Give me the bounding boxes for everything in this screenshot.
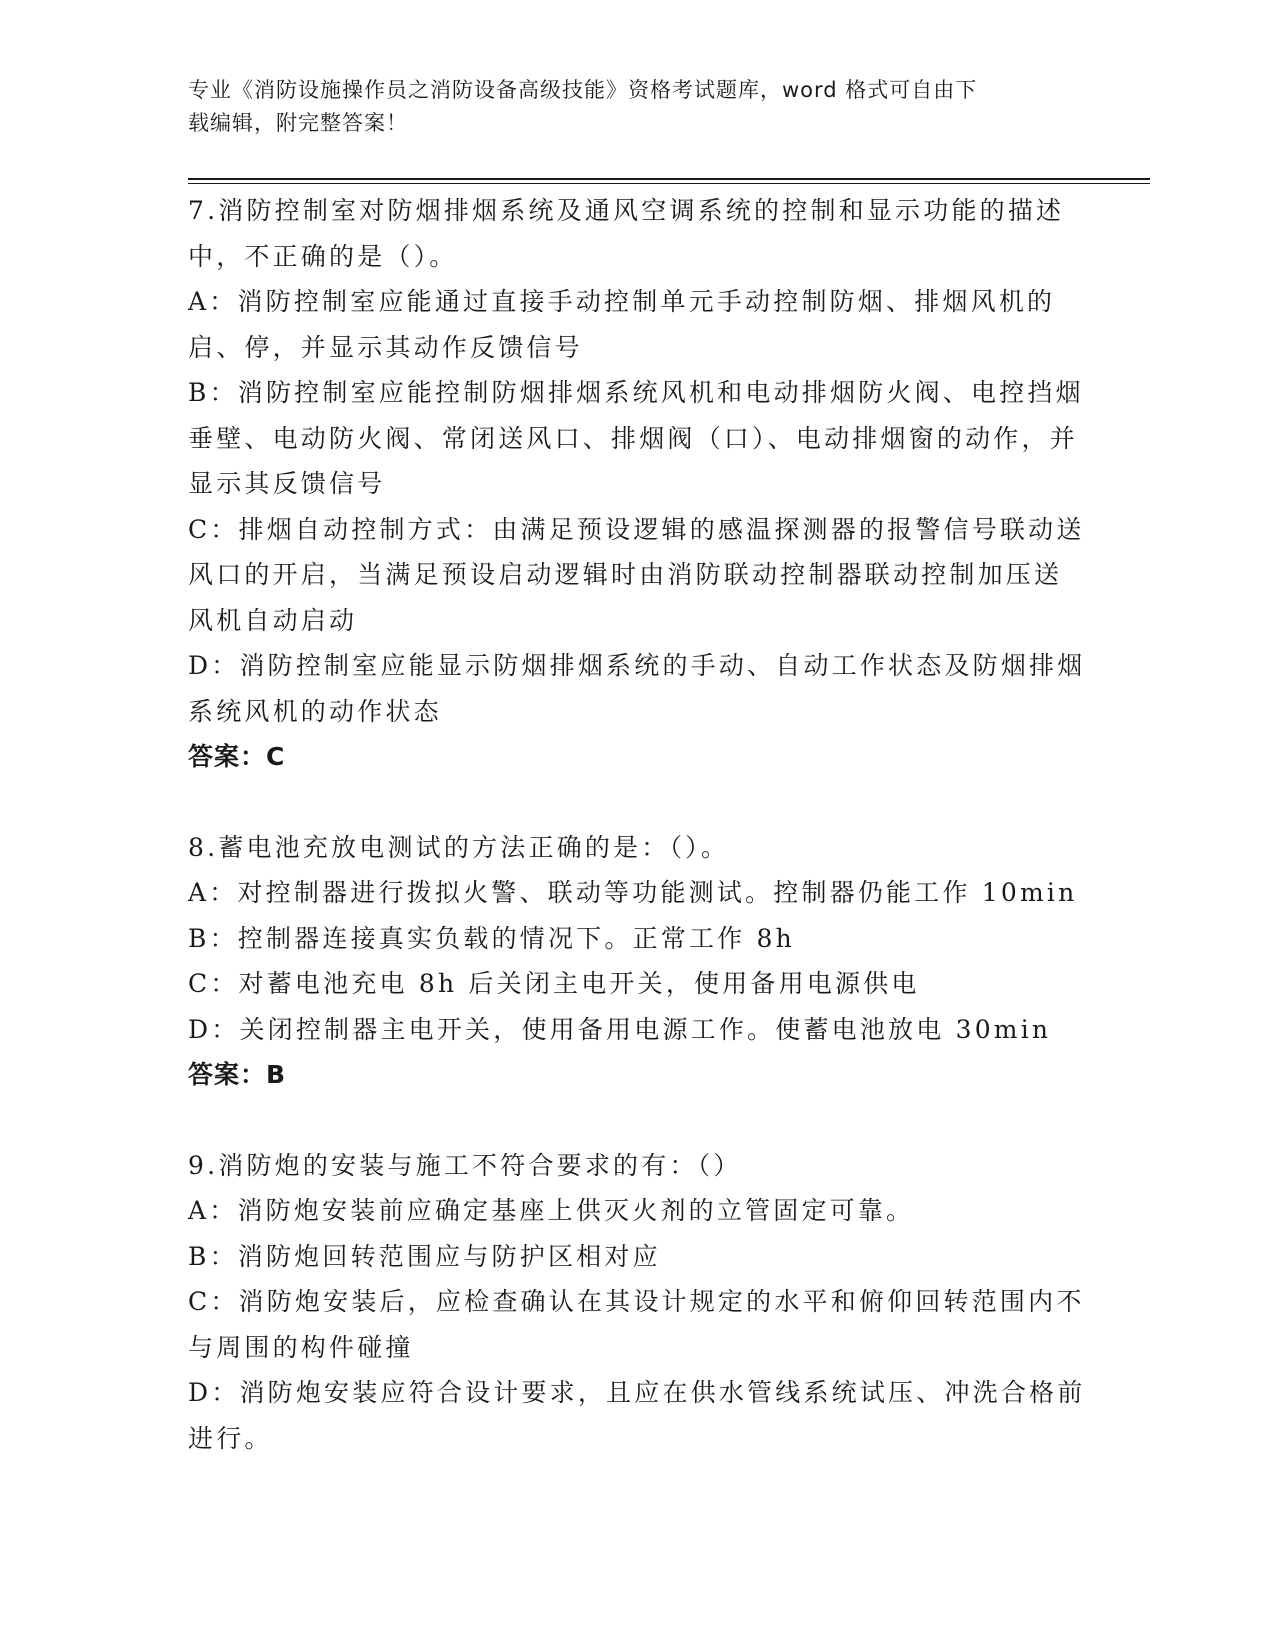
header-line-2: 载编辑，附完整答案！ [188, 111, 408, 135]
answer-label: 答案：C [188, 742, 286, 771]
question-stem: 9.消防炮的安装与施工不符合要求的有：（） [188, 1150, 742, 1180]
header-rule-thick [188, 178, 1150, 180]
option-a: A：对控制器进行拨拟火警、联动等功能测试。控制器仍能工作 10min [188, 878, 1078, 907]
header-rule-thin [188, 183, 1150, 184]
option-a: A：消防炮安装前应确定基座上供灭火剂的立管固定可靠。 [188, 1196, 915, 1225]
option-b: B：消防控制室应能控制防烟排烟系统风机和电动排烟防火阀、电控挡烟垂壁、电动防火阀、常闭送风口、排烟阀（口）、电动排烟窗的动作，并显示其反馈信号 [188, 378, 1084, 498]
question-7 [188, 188, 1088, 780]
option-c: C：对蓄电池充电 8h 后关闭主电开关，使用备用电源供电 [188, 969, 920, 998]
question-9 [188, 1143, 1088, 1462]
option-a: A：消防控制室应能通过直接手动控制单元手动控制防烟、排烟风机的启、停，并显示其动作反馈信号 [188, 287, 1056, 362]
answer-label: 答案：B [188, 1060, 287, 1089]
option-d: D：消防炮安装应符合设计要求，且应在供水管线系统试压、冲洗合格前进行。 [188, 1378, 1086, 1453]
option-b: B：控制器连接真实负载的情况下。正常工作 8h [188, 923, 795, 953]
option-b: B：消防炮回转范围应与防护区相对应 [188, 1241, 661, 1271]
question-8 [188, 825, 1088, 1098]
option-c: C：消防炮安装后，应检查确认在其设计规定的水平和俯仰回转范围内不与周围的构件碰撞 [188, 1287, 1085, 1362]
question-list [188, 188, 1088, 1506]
question-stem: 8.蓄电池充放电测试的方法正确的是：（）。 [188, 832, 730, 862]
option-c: C：排烟自动控制方式：由满足预设逻辑的感温探测器的报警信号联动送风口的开启，当满足预设启动逻辑时由消防联动控制器联动控制加压送风机自动启动 [188, 514, 1085, 635]
option-d: D：关闭控制器主电开关，使用备用电源工作。使蓄电池放电 30min [188, 1014, 1052, 1044]
question-stem: 7.消防控制室对防烟排烟系统及通风空调系统的控制和显示功能的描述中，不正确的是（）。 [188, 196, 1065, 271]
header-line-1: 专业《消防设施操作员之消防设备高级技能》资格考试题库，word 格式可自由下 [188, 78, 978, 102]
document-header [188, 74, 1068, 140]
option-d: D：消防控制室应能显示防烟排烟系统的手动、自动工作状态及防烟排烟系统风机的动作状态 [188, 651, 1086, 726]
